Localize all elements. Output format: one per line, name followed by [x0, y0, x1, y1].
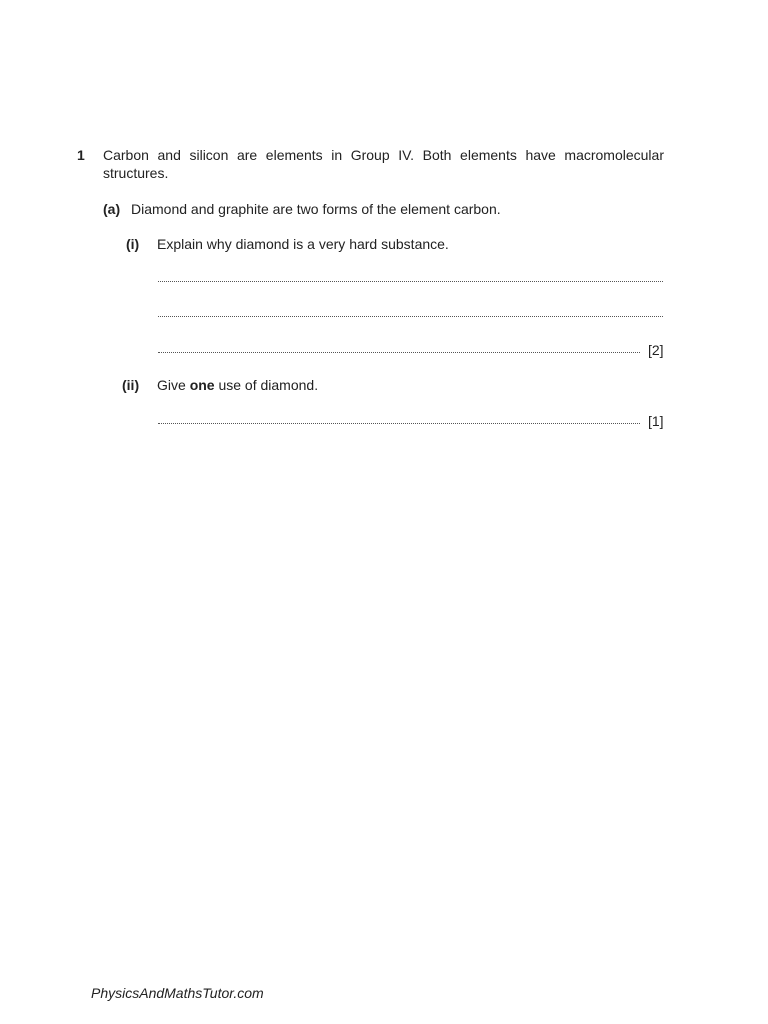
- sub-ii-text-emphasis: one: [189, 377, 215, 393]
- mark-allocation: [2]: [648, 342, 664, 358]
- sub-ii-text: [157, 376, 318, 394]
- question-stem: Carbon and silicon are elements in Group IV. Both elements have macromolecular structures.: [103, 147, 664, 181]
- footer-site-name: PhysicsAndMathsTutor.com: [91, 985, 264, 1001]
- part-a-text: Diamond and graphite are two forms of the element carbon.: [131, 201, 501, 217]
- sub-ii-text-before: Give: [157, 377, 190, 393]
- answer-line[interactable]: [158, 423, 640, 424]
- answer-line[interactable]: [158, 316, 663, 317]
- answer-line[interactable]: [158, 281, 663, 282]
- sub-i-text: Explain why diamond is a very hard substance.: [157, 236, 449, 252]
- part-a-label: (a): [103, 201, 121, 217]
- mark-allocation: [1]: [648, 413, 664, 429]
- question-number: 1: [77, 147, 85, 163]
- sub-ii-text-after: use of diamond.: [214, 377, 319, 393]
- sub-i-label: (i): [126, 236, 140, 252]
- answer-line[interactable]: [158, 352, 640, 353]
- sub-ii-label: (ii): [122, 377, 140, 393]
